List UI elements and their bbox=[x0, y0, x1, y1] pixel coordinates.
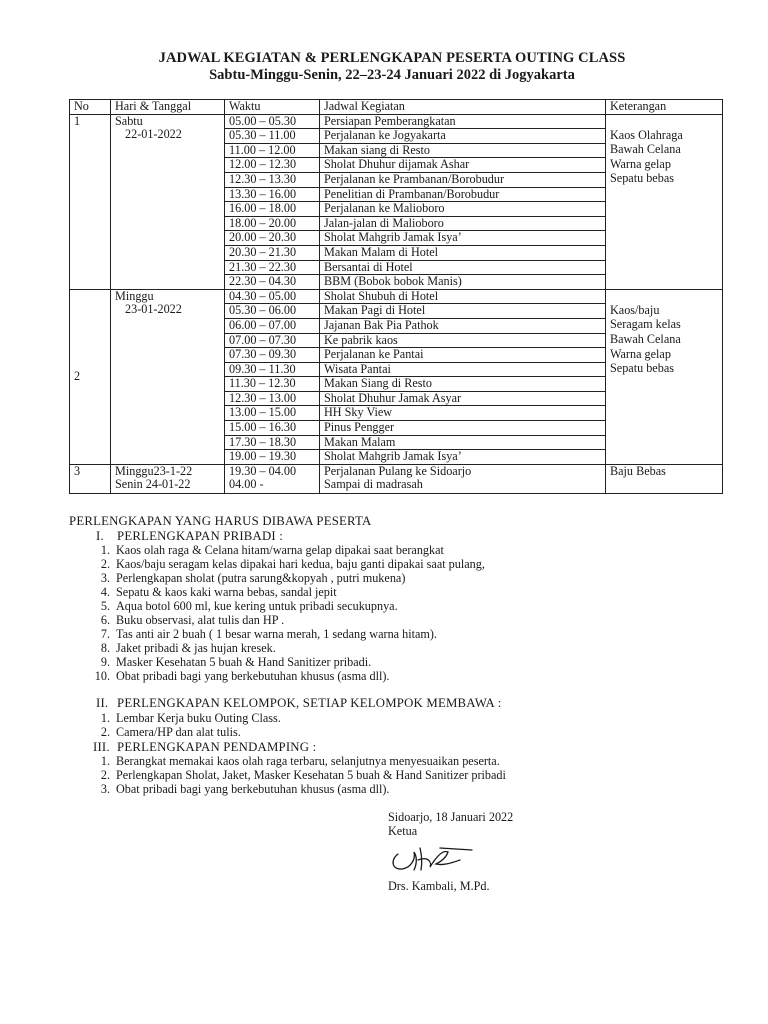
day-line-1: Minggu23-1-22 bbox=[115, 464, 193, 478]
header-day-date: Hari & Tanggal bbox=[111, 100, 225, 115]
row-time: 15.00 – 16.30 bbox=[225, 421, 320, 436]
companion-numeral: III. bbox=[93, 740, 110, 754]
row-activity: Persiapan Pemberangkatan bbox=[320, 114, 606, 129]
list-item bbox=[88, 655, 371, 670]
signature-place-date: Sidoarjo, 18 Januari 2022 bbox=[388, 810, 514, 824]
row-note bbox=[606, 406, 723, 421]
row-activity bbox=[320, 464, 606, 493]
list-item bbox=[88, 557, 485, 572]
list-item-number: 8. bbox=[100, 641, 110, 655]
row-activity: Sholat Mahgrib Jamak Isya’ bbox=[320, 450, 606, 465]
list-item-text: Jaket pribadi & jas hujan kresek. bbox=[116, 641, 276, 655]
row-note bbox=[606, 289, 723, 304]
row-activity: Perjalanan ke Malioboro bbox=[320, 202, 606, 217]
row-activity: Ke pabrik kaos bbox=[320, 333, 606, 348]
row-time: 17.30 – 18.30 bbox=[225, 435, 320, 450]
list-item bbox=[88, 585, 337, 600]
list-item-number: 9. bbox=[100, 655, 110, 669]
row-time: 22.30 – 04.30 bbox=[225, 275, 320, 290]
row-time: 11.30 – 12.30 bbox=[225, 377, 320, 392]
list-item-text: Buku observasi, alat tulis dan HP . bbox=[116, 613, 285, 627]
row-note: Warna gelap bbox=[606, 348, 723, 363]
row-activity: Sholat Shubuh di Hotel bbox=[320, 289, 606, 304]
row-activity: Jalan-jalan di Malioboro bbox=[320, 216, 606, 231]
list-item-text: Aqua botol 600 ml, kue kering untuk pribadi secukupnya. bbox=[116, 599, 398, 613]
schedule-table bbox=[69, 99, 723, 494]
row-activity: Makan Malam di Hotel bbox=[320, 245, 606, 260]
list-item bbox=[88, 627, 437, 642]
group-numeral: II. bbox=[96, 696, 109, 710]
row-activity: Makan Siang di Resto bbox=[320, 377, 606, 392]
row-time: 18.00 – 20.00 bbox=[225, 216, 320, 231]
header-time: Waktu bbox=[225, 100, 320, 115]
day-number: 2 bbox=[74, 368, 81, 383]
row-note: Baju Bebas bbox=[606, 464, 723, 493]
list-item-number: 1. bbox=[100, 711, 110, 725]
time-line-1: 19.30 – 04.00 bbox=[229, 464, 297, 478]
header-notes: Keterangan bbox=[606, 100, 723, 115]
group-heading: PERLENGKAPAN KELOMPOK, SETIAP KELOMPOK MEMBAWA : bbox=[117, 696, 502, 710]
document-subtitle: Sabtu-Minggu-Senin, 22–23-24 Januari 2022 di Jogyakarta bbox=[209, 67, 575, 83]
list-item-number: 7. bbox=[100, 627, 110, 641]
row-note bbox=[606, 216, 723, 231]
signature-role: Ketua bbox=[388, 824, 418, 838]
list-item bbox=[88, 599, 398, 614]
row-no bbox=[70, 114, 111, 289]
row-time: 20.30 – 21.30 bbox=[225, 245, 320, 260]
row-activity: Perjalanan ke Pantai bbox=[320, 348, 606, 363]
list-item-text: Perlengkapan Sholat, Jaket, Masker Kesehatan 5 buah & Hand Sanitizer pribadi bbox=[116, 768, 506, 782]
handwritten-signature bbox=[388, 840, 478, 880]
row-note bbox=[606, 421, 723, 436]
list-item-number: 2. bbox=[100, 557, 110, 571]
personal-numeral: I. bbox=[96, 529, 104, 543]
list-item-number: 3. bbox=[100, 571, 110, 585]
list-item-number: 5. bbox=[100, 599, 110, 613]
list-item bbox=[88, 725, 241, 740]
row-activity: Sholat Mahgrib Jamak Isya’ bbox=[320, 231, 606, 246]
list-item-text: Lembar Kerja buku Outing Class. bbox=[116, 711, 281, 725]
row-no bbox=[70, 289, 111, 464]
day-number: 1 bbox=[74, 114, 81, 128]
header-activity: Jadwal Kegiatan bbox=[320, 100, 606, 115]
row-time: 20.00 – 20.30 bbox=[225, 231, 320, 246]
signature-name: Drs. Kambali, M.Pd. bbox=[388, 879, 490, 893]
list-item bbox=[88, 754, 500, 769]
activity-line-1: Perjalanan Pulang ke Sidoarjo bbox=[324, 464, 472, 478]
list-item-number: 3. bbox=[100, 782, 110, 796]
row-activity: Pinus Pengger bbox=[320, 421, 606, 436]
time-line-2: 04.00 - bbox=[229, 477, 264, 492]
row-note: Kaos Olahraga bbox=[606, 129, 723, 144]
list-item-number: 1. bbox=[100, 754, 110, 768]
row-note bbox=[606, 435, 723, 450]
row-activity: BBM (Bobok bobok Manis) bbox=[320, 275, 606, 290]
row-time: 19.00 – 19.30 bbox=[225, 450, 320, 465]
list-item bbox=[88, 613, 284, 628]
list-item-number: 2. bbox=[100, 768, 110, 782]
list-item-number: 1. bbox=[100, 543, 110, 557]
row-note bbox=[606, 187, 723, 202]
row-time: 12.30 – 13.30 bbox=[225, 172, 320, 187]
row-time: 05.00 – 05.30 bbox=[225, 114, 320, 129]
row-note bbox=[606, 377, 723, 392]
row-time: 16.00 – 18.00 bbox=[225, 202, 320, 217]
row-activity: Makan siang di Resto bbox=[320, 143, 606, 158]
table-header-row bbox=[70, 100, 723, 115]
row-activity: Makan Pagi di Hotel bbox=[320, 304, 606, 319]
row-note bbox=[606, 391, 723, 406]
row-time: 13.30 – 16.00 bbox=[225, 187, 320, 202]
row-day-date bbox=[111, 114, 225, 289]
list-item-number: 4. bbox=[100, 585, 110, 599]
row-time: 04.30 – 05.00 bbox=[225, 289, 320, 304]
row-activity: Jajanan Bak Pia Pathok bbox=[320, 318, 606, 333]
list-item-text: Berangkat memakai kaos olah raga terbaru, selanjutnya menyesuaikan peserta. bbox=[116, 754, 500, 768]
row-activity: HH Sky View bbox=[320, 406, 606, 421]
list-item-number: 2. bbox=[100, 725, 110, 739]
list-item bbox=[88, 669, 389, 684]
list-item-text: Camera/HP dan alat tulis. bbox=[116, 725, 241, 739]
day-date: 23-01-2022 bbox=[125, 302, 182, 317]
equipment-heading: PERLENGKAPAN YANG HARUS DIBAWA PESERTA bbox=[69, 514, 372, 528]
day-line-2: Senin 24-01-22 bbox=[115, 477, 191, 492]
row-time: 12.30 – 13.00 bbox=[225, 391, 320, 406]
row-time: 06.00 – 07.00 bbox=[225, 318, 320, 333]
document-title: JADWAL KEGIATAN & PERLENGKAPAN PESERTA OUTING CLASS bbox=[158, 50, 626, 66]
row-note bbox=[606, 202, 723, 217]
list-item-text: Perlengkapan sholat (putra sarung&kopyah , putri mukena) bbox=[116, 571, 406, 585]
row-activity: Makan Malam bbox=[320, 435, 606, 450]
companion-heading: PERLENGKAPAN PENDAMPING : bbox=[117, 740, 317, 754]
row-time bbox=[225, 464, 320, 493]
list-item-text: Sepatu & kaos kaki warna bebas, sandal jepit bbox=[116, 585, 337, 599]
table-row bbox=[70, 289, 723, 304]
row-note bbox=[606, 245, 723, 260]
table-row bbox=[70, 114, 723, 129]
row-note bbox=[606, 450, 723, 465]
row-activity: Sholat Dhuhur Jamak Asyar bbox=[320, 391, 606, 406]
row-activity: Sholat Dhuhur dijamak Ashar bbox=[320, 158, 606, 173]
row-time: 21.30 – 22.30 bbox=[225, 260, 320, 275]
row-note bbox=[606, 114, 723, 129]
row-note bbox=[606, 231, 723, 246]
row-day-date bbox=[111, 289, 225, 464]
row-note: Bawah Celana bbox=[606, 333, 723, 348]
row-activity: Perjalanan ke Jogyakarta bbox=[320, 129, 606, 144]
list-item-text: Obat pribadi bagi yang berkebutuhan khusus (asma dll). bbox=[116, 782, 390, 796]
row-time: 07.00 – 07.30 bbox=[225, 333, 320, 348]
row-no: 3 bbox=[70, 464, 111, 493]
row-note: Seragam kelas bbox=[606, 318, 723, 333]
activity-line-2: Sampai di madrasah bbox=[324, 477, 423, 492]
row-note: Bawah Celana bbox=[606, 143, 723, 158]
row-note: Sepatu bebas bbox=[606, 362, 723, 377]
day-date: 22-01-2022 bbox=[125, 127, 182, 142]
list-item-text: Obat pribadi bagi yang berkebutuhan khusus (asma dll). bbox=[116, 669, 390, 683]
row-note: Sepatu bebas bbox=[606, 172, 723, 187]
row-time: 07.30 – 09.30 bbox=[225, 348, 320, 363]
day-name: Sabtu bbox=[115, 114, 143, 128]
list-item-number: 10. bbox=[94, 669, 110, 683]
day-name: Minggu bbox=[115, 289, 154, 303]
row-activity: Wisata Pantai bbox=[320, 362, 606, 377]
row-time: 05.30 – 06.00 bbox=[225, 304, 320, 319]
list-item bbox=[88, 571, 405, 586]
row-note bbox=[606, 275, 723, 290]
list-item bbox=[88, 543, 444, 558]
row-activity: Penelitian di Prambanan/Borobudur bbox=[320, 187, 606, 202]
list-item-text: Masker Kesehatan 5 buah & Hand Sanitizer pribadi. bbox=[116, 655, 372, 669]
header-no: No bbox=[70, 100, 111, 115]
row-note bbox=[606, 260, 723, 275]
list-item-text: Tas anti air 2 buah ( 1 besar warna merah, 1 sedang warna hitam). bbox=[116, 627, 437, 641]
list-item bbox=[88, 711, 281, 726]
row-time: 11.00 – 12.00 bbox=[225, 143, 320, 158]
row-time: 05.30 – 11.00 bbox=[225, 129, 320, 144]
row-time: 09.30 – 11.30 bbox=[225, 362, 320, 377]
list-item bbox=[88, 782, 389, 797]
table-row bbox=[70, 464, 723, 493]
list-item-number: 6. bbox=[100, 613, 110, 627]
list-item-text: Kaos/baju seragam kelas dipakai hari kedua, baju ganti dipakai saat pulang, bbox=[116, 557, 485, 571]
row-activity: Perjalanan ke Prambanan/Borobudur bbox=[320, 172, 606, 187]
list-item bbox=[88, 768, 506, 783]
row-time: 13.00 – 15.00 bbox=[225, 406, 320, 421]
personal-heading: PERLENGKAPAN PRIBADI : bbox=[117, 529, 284, 543]
row-time: 12.00 – 12.30 bbox=[225, 158, 320, 173]
row-activity: Bersantai di Hotel bbox=[320, 260, 606, 275]
row-note: Kaos/baju bbox=[606, 304, 723, 319]
row-note: Warna gelap bbox=[606, 158, 723, 173]
list-item bbox=[88, 641, 276, 656]
row-day-date bbox=[111, 464, 225, 493]
list-item-text: Kaos olah raga & Celana hitam/warna gelap dipakai saat berangkat bbox=[116, 543, 444, 557]
